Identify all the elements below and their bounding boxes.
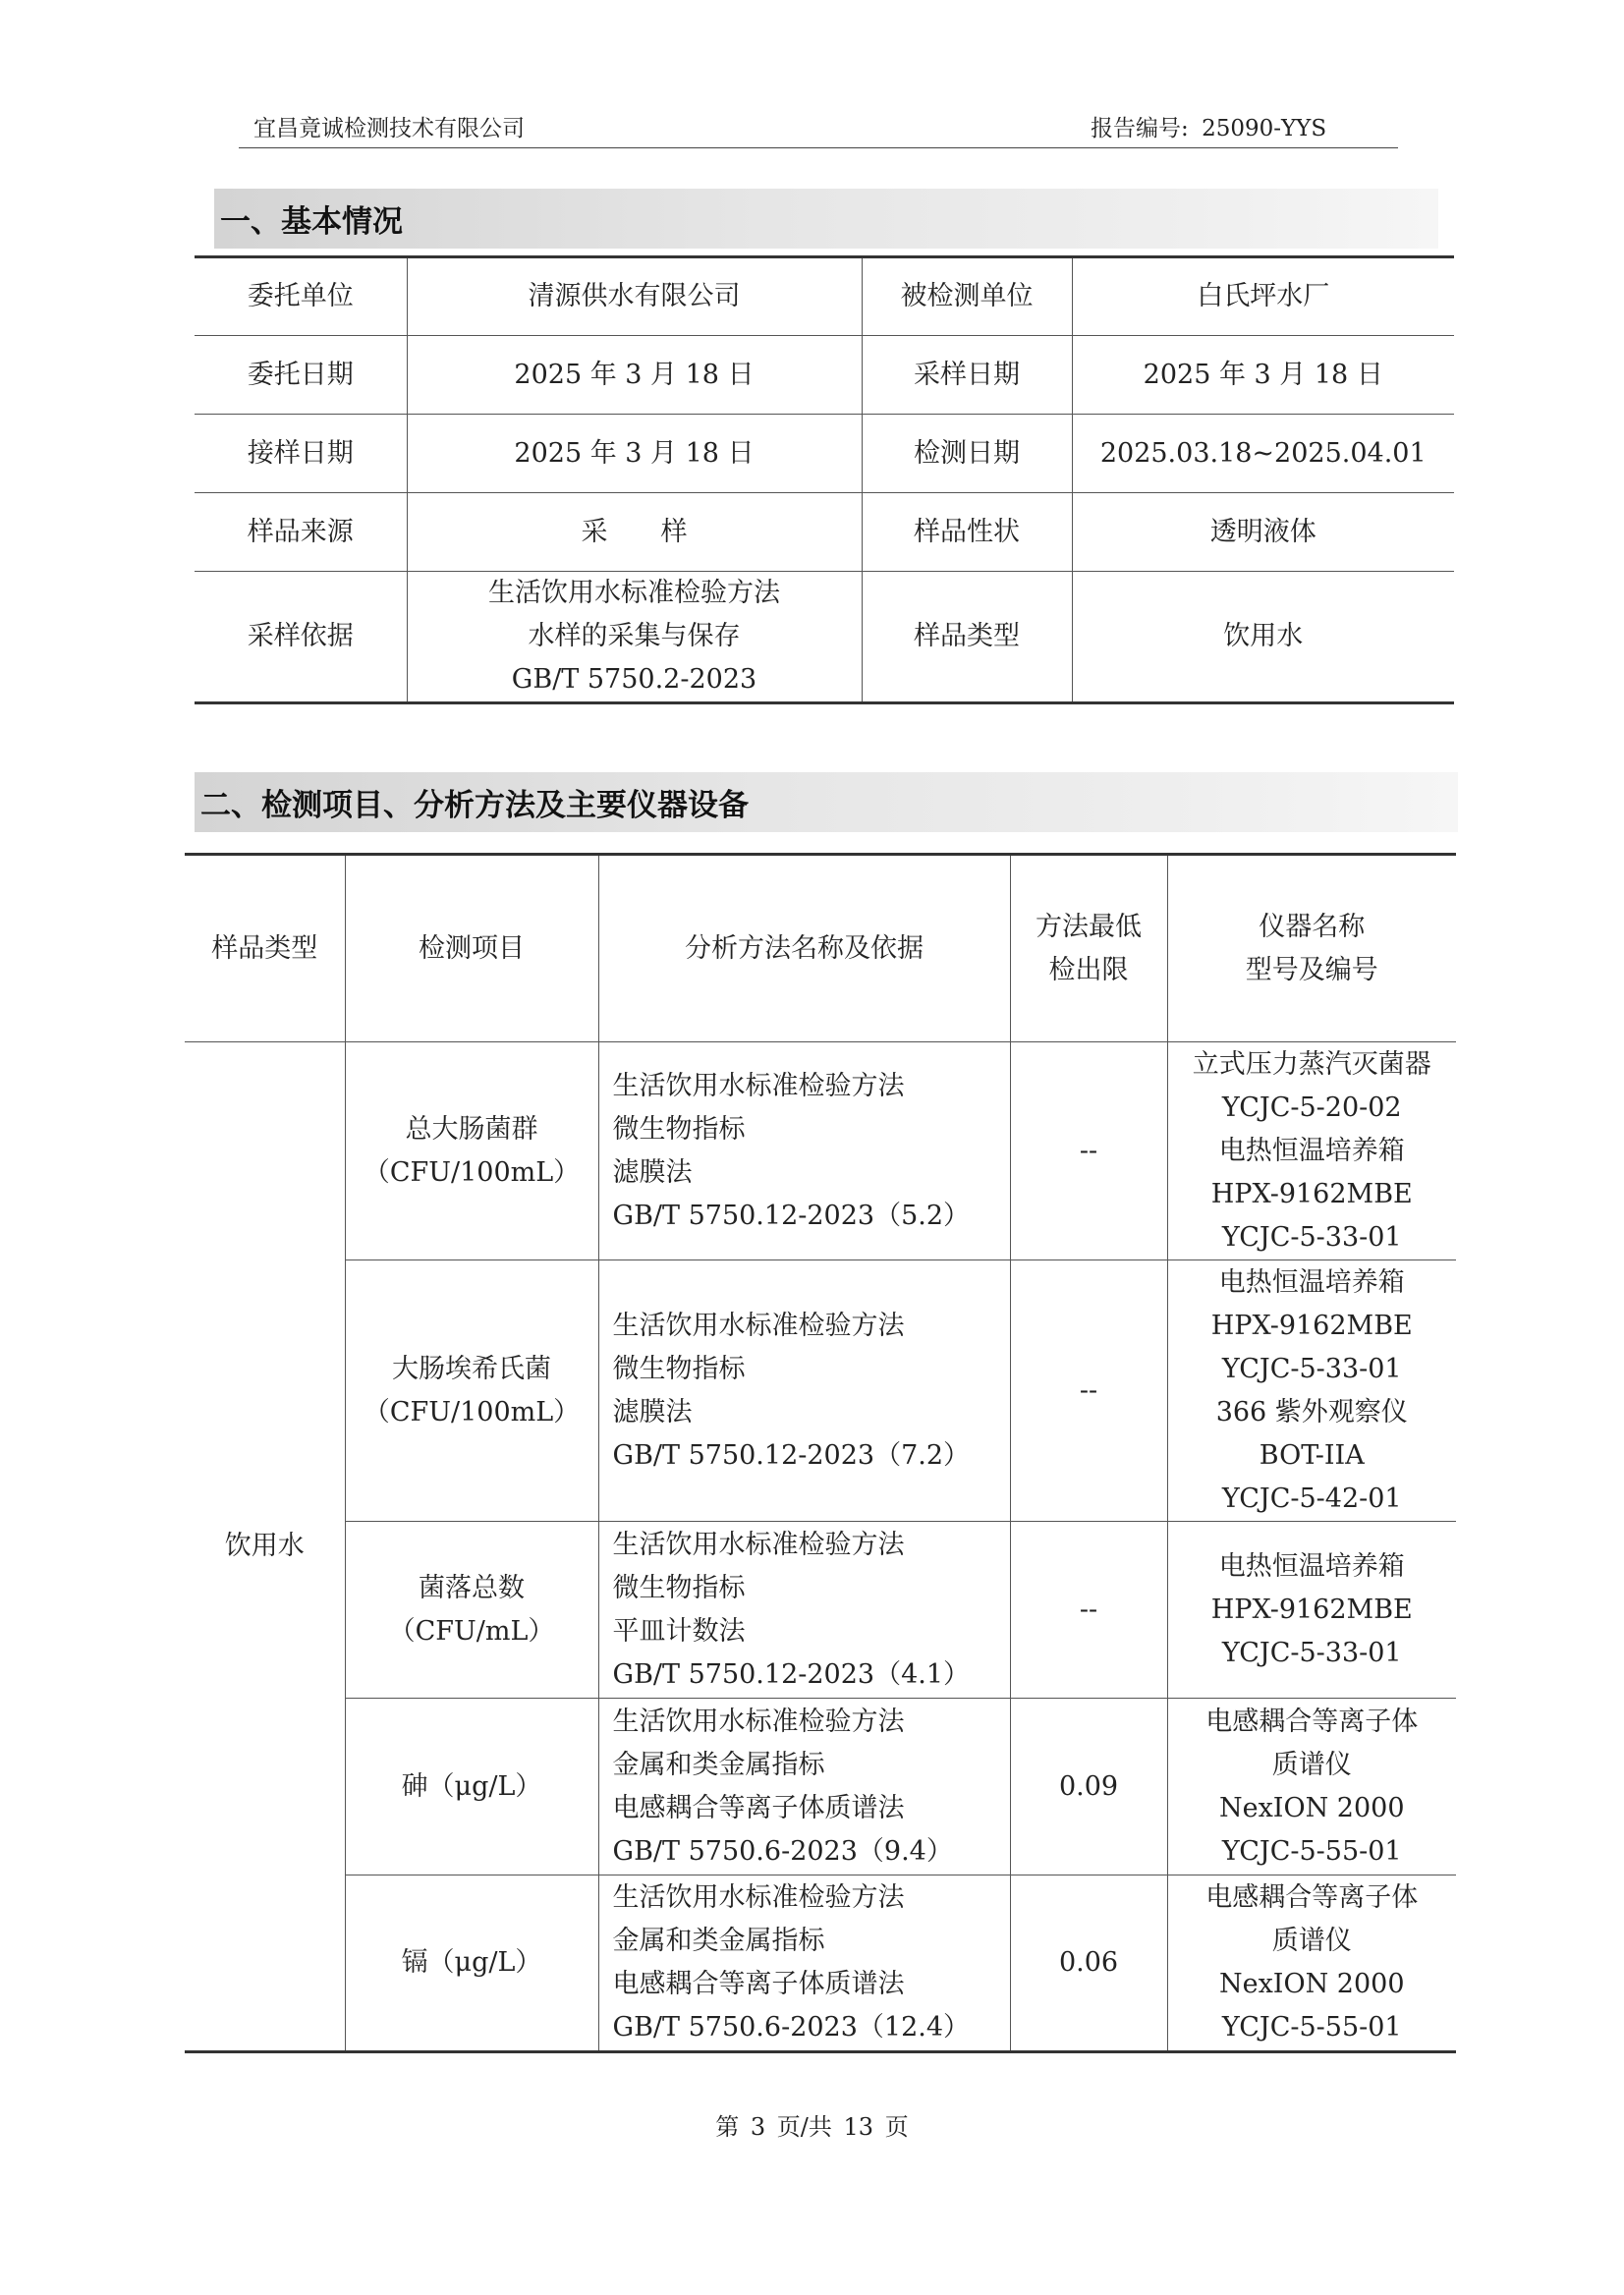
text-line: 电感耦合等离子体质谱法 (612, 1792, 905, 1823)
text-line: 菌落总数 (419, 1572, 525, 1603)
text-line: 生活饮用水标准检验方法 (488, 578, 780, 608)
table-cell: 样品类型 (862, 572, 1072, 703)
instrument-cell (1167, 1042, 1456, 1260)
limit-cell: -- (1010, 1260, 1167, 1522)
text-line: 金属和类金属指标 (612, 1749, 825, 1780)
table-cell: 采样依据 (195, 572, 407, 703)
text-line: 电感耦合等离子体 (1205, 1882, 1419, 1913)
text-line: 电热恒温培养箱 (1218, 1266, 1405, 1298)
text-line: 方法最低 (1036, 911, 1142, 942)
section1-title: 一、基本情况 (214, 189, 1438, 249)
table-cell: 清源供水有限公司 (407, 257, 862, 336)
header-sample-type: 样品类型 (185, 855, 345, 1042)
text-line: GB/T 5750.6-2023（9.4） (612, 1835, 953, 1867)
method-cell (598, 1042, 1010, 1260)
item-name-cell (345, 1042, 598, 1260)
text-line: BOT-IIA (1259, 1439, 1365, 1471)
report-number-label: 报告编号: (1091, 116, 1189, 141)
header-method: 分析方法名称及依据 (598, 855, 1010, 1042)
text-line: YCJC-5-55-01 (1221, 2012, 1402, 2043)
basic-info-table (195, 255, 1454, 704)
table-cell: 2025.03.18~2025.04.01 (1072, 415, 1454, 493)
text-line: YCJC-5-33-01 (1221, 1637, 1402, 1668)
instrument-cell (1167, 1875, 1456, 2052)
text-line: 质谱仪 (1271, 1926, 1352, 1956)
text-line: 生活饮用水标准检验方法 (612, 1882, 905, 1913)
header-item: 检测项目 (345, 855, 598, 1042)
text-line: 检出限 (1048, 954, 1129, 985)
text-line: NexION 2000 (1218, 1969, 1405, 1999)
item-name-cell (345, 1260, 598, 1522)
text-line: （CFU/100mL） (363, 1396, 581, 1427)
method-cell (598, 1522, 1010, 1699)
limit-cell: 0.06 (1010, 1875, 1167, 2052)
text-line: 仪器名称 (1259, 911, 1366, 942)
text-line: 质谱仪 (1271, 1749, 1352, 1780)
limit-cell: 0.09 (1010, 1699, 1167, 1875)
header-divider (239, 147, 1398, 148)
text-line: 生活饮用水标准检验方法 (612, 1529, 905, 1560)
table-row (195, 257, 1454, 336)
company-name: 宜昌竟诚检测技术有限公司 (253, 116, 525, 141)
text-line: 微生物指标 (612, 1113, 746, 1145)
page-number: 第 3 页/共 13 页 (715, 2113, 909, 2141)
text-line: YCJC-5-55-01 (1221, 1835, 1402, 1867)
instrument-cell (1167, 1699, 1456, 1875)
table-cell: 委托日期 (195, 336, 407, 415)
header-limit (1010, 855, 1167, 1042)
report-number (1091, 110, 1326, 142)
limit-cell: -- (1010, 1042, 1167, 1260)
text-line: 电热恒温培养箱 (1218, 1135, 1405, 1166)
text-line: 立式压力蒸汽灭菌器 (1192, 1048, 1431, 1080)
text-line: （CFU/100mL） (363, 1156, 581, 1188)
text-line: HPX-9162MBE (1210, 1178, 1413, 1209)
table-cell: 样品来源 (195, 493, 407, 572)
text-line: YCJC-5-33-01 (1221, 1353, 1402, 1384)
table-row (195, 572, 1454, 703)
item-name-cell (345, 1522, 598, 1699)
table-cell: 采样日期 (862, 336, 1072, 415)
text-line: GB/T 5750.12-2023（7.2） (612, 1439, 971, 1471)
report-number-value: 25090-YYS (1202, 116, 1327, 141)
table-cell: 检测日期 (862, 415, 1072, 493)
text-line: HPX-9162MBE (1210, 1594, 1413, 1625)
table-row (185, 1875, 1456, 2052)
item-name-cell: 镉（μg/L） (345, 1875, 598, 2052)
item-name-cell: 砷（μg/L） (345, 1699, 598, 1875)
text-line: YCJC-5-42-01 (1221, 1483, 1402, 1514)
table-row (195, 336, 1454, 415)
table-cell: 透明液体 (1072, 493, 1454, 572)
instrument-cell (1167, 1522, 1456, 1699)
table-row (185, 1042, 1456, 1260)
sampling-basis-cell (407, 572, 862, 703)
table-cell: 采 样 (407, 493, 862, 572)
table-cell: 2025 年 3 月 18 日 (407, 336, 862, 415)
text-line: GB/T 5750.12-2023（5.2） (612, 1200, 971, 1231)
text-line: 生活饮用水标准检验方法 (612, 1706, 905, 1737)
sample-type-cell: 饮用水 (185, 1042, 345, 2052)
text-line: 型号及编号 (1245, 954, 1378, 985)
instrument-cell (1167, 1260, 1456, 1522)
text-line: HPX-9162MBE (1210, 1310, 1413, 1341)
text-line: 微生物指标 (612, 1572, 746, 1603)
text-line: 水样的采集与保存 (528, 621, 741, 651)
method-cell (598, 1875, 1010, 2052)
text-line: 电感耦合等离子体 (1205, 1706, 1419, 1737)
text-line: NexION 2000 (1218, 1792, 1405, 1823)
method-cell (598, 1699, 1010, 1875)
text-line: 滤膜法 (612, 1156, 693, 1188)
text-line: 平皿计数法 (612, 1615, 746, 1647)
text-line: 滤膜法 (612, 1396, 693, 1427)
limit-cell: -- (1010, 1522, 1167, 1699)
table-row (195, 415, 1454, 493)
text-line: 金属和类金属指标 (612, 1926, 825, 1956)
text-line: 生活饮用水标准检验方法 (612, 1070, 905, 1101)
text-line: GB/T 5750.12-2023（4.1） (612, 1658, 971, 1690)
text-line: 电热恒温培养箱 (1218, 1550, 1405, 1582)
table-header-row (185, 855, 1456, 1042)
text-line: GB/T 5750.6-2023（12.4） (612, 2012, 971, 2043)
text-line: 大肠埃希氏菌 (392, 1353, 551, 1384)
table-row (195, 493, 1454, 572)
table-cell: 2025 年 3 月 18 日 (407, 415, 862, 493)
text-line: （CFU/mL） (388, 1615, 555, 1647)
table-cell: 白氏坪水厂 (1072, 257, 1454, 336)
test-items-table (185, 853, 1456, 2053)
text-line: 微生物指标 (612, 1353, 746, 1384)
table-cell: 被检测单位 (862, 257, 1072, 336)
section2-title: 二、检测项目、分析方法及主要仪器设备 (195, 772, 1458, 832)
table-cell: 饮用水 (1072, 572, 1454, 703)
table-cell: 委托单位 (195, 257, 407, 336)
text-line: 电感耦合等离子体质谱法 (612, 1969, 905, 1999)
text-line: YCJC-5-33-01 (1221, 1221, 1402, 1253)
table-cell: 2025 年 3 月 18 日 (1072, 336, 1454, 415)
table-row (185, 1260, 1456, 1522)
text-line: YCJC-5-20-02 (1221, 1092, 1402, 1123)
table-cell: 接样日期 (195, 415, 407, 493)
header-instrument (1167, 855, 1456, 1042)
text-line: GB/T 5750.2-2023 (511, 664, 757, 695)
text-line: 总大肠菌群 (405, 1113, 538, 1145)
text-line: 366 紫外观察仪 (1215, 1396, 1408, 1427)
table-row (185, 1522, 1456, 1699)
table-cell: 样品性状 (862, 493, 1072, 572)
method-cell (598, 1260, 1010, 1522)
text-line: 生活饮用水标准检验方法 (612, 1310, 905, 1341)
table-row (185, 1699, 1456, 1875)
